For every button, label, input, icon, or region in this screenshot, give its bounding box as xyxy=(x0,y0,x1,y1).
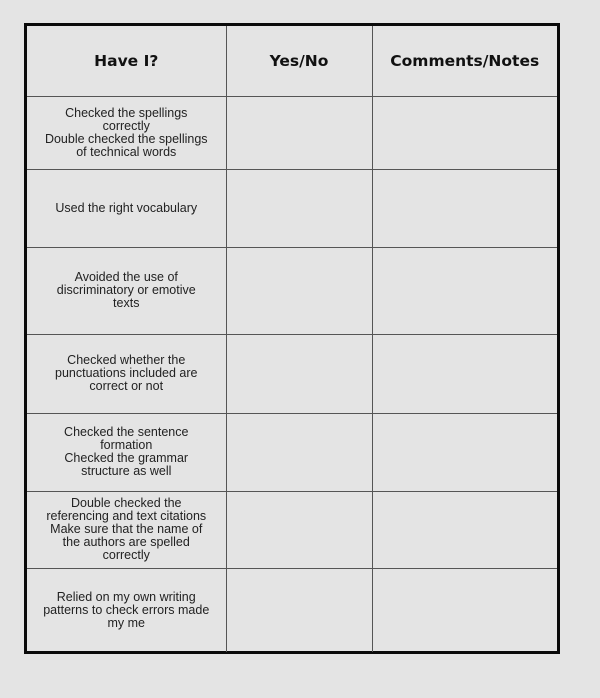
item-text-line: Relied on my own writing xyxy=(56,589,196,604)
item-text-line: texts xyxy=(113,296,140,310)
item-text-line: Make sure that the name of xyxy=(50,522,203,536)
item-text-line: Used the right vocabulary xyxy=(55,200,198,215)
comments-cell[interactable] xyxy=(372,413,557,491)
item-text-line: structure as well xyxy=(81,464,172,478)
proofreading-checklist xyxy=(24,23,560,654)
item-text-line: punctuations included are xyxy=(55,366,198,380)
yes-no-cell[interactable] xyxy=(226,169,372,247)
item-text-line: formation xyxy=(100,438,153,452)
item-text-line: referencing and text citations xyxy=(46,509,207,523)
yes-no-cell[interactable] xyxy=(226,334,372,413)
yes-no-cell[interactable] xyxy=(226,247,372,334)
checklist-item xyxy=(27,169,226,247)
checklist-table xyxy=(27,26,557,652)
header-comments-notes: Comments/Notes xyxy=(372,26,557,96)
yes-no-cell[interactable] xyxy=(226,413,372,491)
item-text-line: Checked whether the xyxy=(67,353,186,367)
item-text-line: Double checked the spellings xyxy=(44,131,208,146)
checklist-item xyxy=(27,247,226,334)
table-row xyxy=(27,413,557,491)
item-text-line: correctly xyxy=(102,548,150,562)
table-row xyxy=(27,568,557,652)
yes-no-cell[interactable] xyxy=(226,491,372,568)
item-text-line: Checked the sentence xyxy=(64,425,189,439)
table-row xyxy=(27,96,557,169)
item-text-line: Avoided the use of xyxy=(74,270,178,284)
item-text-line: my me xyxy=(107,615,145,630)
comments-cell[interactable] xyxy=(372,491,557,568)
item-text-line: Double checked the xyxy=(71,496,182,510)
item-text-line: Checked the grammar xyxy=(64,451,189,465)
yes-no-cell[interactable] xyxy=(226,96,372,169)
item-text-line: the authors are spelled xyxy=(62,535,190,549)
table-row xyxy=(27,334,557,413)
item-text-line: patterns to check errors made xyxy=(43,602,210,617)
comments-cell[interactable] xyxy=(372,334,557,413)
checklist-item xyxy=(27,491,226,568)
table-row xyxy=(27,169,557,247)
checklist-item xyxy=(27,96,226,169)
item-text-line: correct or not xyxy=(89,379,164,393)
item-text-line: Checked the spellings xyxy=(65,105,188,120)
comments-cell[interactable] xyxy=(372,96,557,169)
item-text-line: discriminatory or emotive xyxy=(56,283,196,297)
table-row xyxy=(27,491,557,568)
header-have-i: Have I? xyxy=(27,26,226,96)
yes-no-cell[interactable] xyxy=(226,568,372,652)
checklist-item xyxy=(27,334,226,413)
header-yes-no: Yes/No xyxy=(226,26,372,96)
checklist-item xyxy=(27,413,226,491)
table-row xyxy=(27,247,557,334)
comments-cell[interactable] xyxy=(372,568,557,652)
header-row xyxy=(27,26,557,96)
item-text-line: correctly xyxy=(102,118,150,133)
comments-cell[interactable] xyxy=(372,169,557,247)
item-text-line: of technical words xyxy=(76,144,177,159)
comments-cell[interactable] xyxy=(372,247,557,334)
checklist-item xyxy=(27,568,226,652)
